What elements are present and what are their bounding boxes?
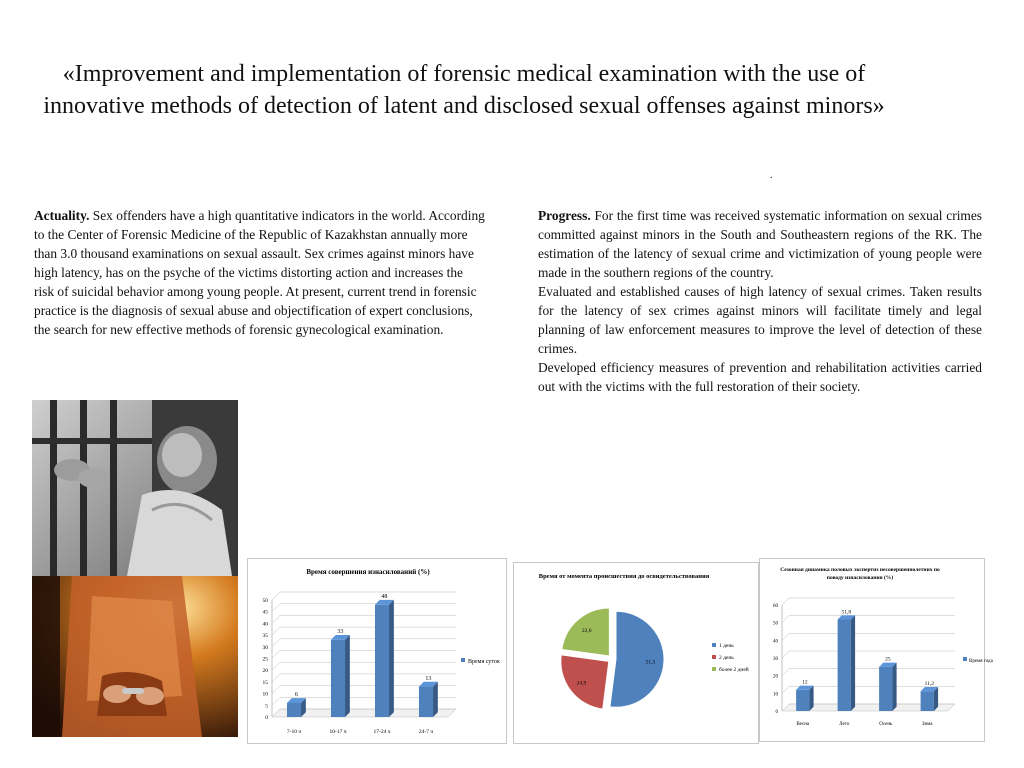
x-tick-label: Осень bbox=[879, 722, 893, 727]
bar-side bbox=[934, 687, 938, 711]
chart-time-to-examination bbox=[513, 562, 759, 744]
legend-label: 1 день bbox=[719, 643, 734, 649]
progress-paragraph-2: Evaluated and established causes of high latency of sexual crimes. Taken results for the latency of sex crimes against minors will facilitate timely and legal planning of law enforcement measures to improve the level of detection of these crimes. bbox=[538, 284, 982, 356]
data-label: 12 bbox=[802, 679, 808, 686]
y-tick-label: 40 bbox=[262, 621, 268, 628]
bar-side bbox=[851, 615, 855, 711]
y-tick-label: 10 bbox=[262, 691, 268, 698]
chart2-svg bbox=[514, 563, 758, 743]
gridline bbox=[782, 669, 955, 676]
chart3-title-line2: поводу изнасилования (%) bbox=[826, 575, 894, 581]
data-label: 13 bbox=[425, 675, 432, 682]
y-tick-label: 40 bbox=[773, 639, 778, 645]
y-tick-label: 10 bbox=[773, 692, 778, 698]
stray-dot: . bbox=[770, 170, 773, 181]
chart1-legend-label: Время суток bbox=[468, 659, 500, 665]
bar bbox=[879, 667, 892, 711]
progress-section bbox=[538, 206, 982, 396]
chart3-legend-swatch bbox=[963, 657, 967, 661]
photo-handcuffed-man bbox=[32, 576, 238, 737]
bar bbox=[921, 691, 934, 711]
y-tick-label: 15 bbox=[262, 679, 268, 686]
x-tick-label: Весна bbox=[796, 722, 810, 727]
y-tick-label: 5 bbox=[265, 703, 268, 710]
chart3-title-line1: Сезонная динамика половых экспертиз несовершеннолетних по bbox=[780, 567, 940, 573]
gridline bbox=[782, 598, 955, 605]
y-tick-label: 20 bbox=[262, 668, 268, 675]
bar-side bbox=[345, 635, 350, 717]
gridline bbox=[782, 651, 955, 658]
chart3-svg bbox=[760, 559, 993, 741]
bar bbox=[331, 640, 345, 717]
chart-rape-time-of-day bbox=[247, 558, 507, 744]
data-label: 11,2 bbox=[924, 681, 935, 688]
bar bbox=[419, 687, 433, 717]
progress-heading: Progress. bbox=[538, 208, 591, 223]
gridline bbox=[272, 662, 456, 670]
data-label: 25 bbox=[885, 656, 891, 663]
legend-swatch bbox=[712, 643, 716, 647]
x-tick-label: 10-17 ч bbox=[329, 729, 347, 735]
gridline bbox=[272, 615, 456, 623]
x-tick-label: Зима bbox=[921, 722, 933, 727]
legend-label: более 2 дней bbox=[719, 667, 749, 673]
chart1-title: Время совершения изнасилований (%) bbox=[306, 568, 430, 576]
bar-side bbox=[809, 686, 813, 711]
gridline bbox=[272, 639, 456, 647]
y-tick-label: 45 bbox=[262, 609, 268, 616]
bar-side bbox=[389, 600, 394, 717]
bar-side bbox=[433, 682, 438, 717]
gridline bbox=[272, 651, 456, 659]
bar bbox=[838, 619, 851, 711]
progress-text: For the first time was received systematic information on sexual crimes committed against minors in the South and Southeastern regions of the RK. The estimation of the latency of sexual crime and victimization of young people were made in the southern regions of the country. bbox=[538, 208, 982, 280]
y-tick-label: 0 bbox=[775, 710, 778, 715]
legend-swatch bbox=[712, 667, 716, 671]
chart1-legend-swatch bbox=[461, 658, 465, 662]
data-label: 51,5 bbox=[645, 659, 656, 666]
y-tick-label: 20 bbox=[773, 674, 778, 680]
actuality-heading: Actuality. bbox=[34, 208, 90, 223]
chart1-svg bbox=[248, 559, 506, 743]
gridline bbox=[272, 604, 456, 612]
data-label: 48 bbox=[381, 593, 388, 600]
actuality-section bbox=[34, 206, 486, 339]
x-tick-label: 7-10 ч bbox=[286, 729, 302, 735]
data-label: 51,8 bbox=[841, 609, 852, 616]
x-tick-label: 24-7 ч bbox=[418, 729, 434, 735]
gridline bbox=[782, 616, 955, 623]
chart-seasonal-dynamics bbox=[759, 558, 993, 742]
chart3-legend-label: Время года bbox=[969, 659, 993, 664]
y-tick-label: 25 bbox=[262, 656, 268, 663]
pie-slice bbox=[610, 611, 664, 707]
chart2-title: Время от момента происшествия до освидетельствования bbox=[538, 573, 710, 580]
y-tick-label: 35 bbox=[262, 633, 268, 640]
data-label: 33 bbox=[337, 628, 344, 635]
bar-side bbox=[892, 663, 896, 711]
y-tick-label: 60 bbox=[773, 604, 778, 609]
actuality-text: Sex offenders have a high quantitative indicators in the world. According to the Center of Forensic Medicine of the Republic of Kazakhstan annually more than 3.0 thousand examinations on sexual assault. Sex crimes against minors have high latency, has on the psyche of the victims distorting action and increases the risk of suicidal behavior among young people. At present, current trend in forensic practice is the diagnosis of sexual abuse and objectification of expert conclusions, the search for new effective methods of forensic gynecological examination. bbox=[34, 208, 485, 337]
y-tick-label: 30 bbox=[773, 657, 778, 662]
bar bbox=[796, 690, 809, 711]
gridline bbox=[272, 627, 456, 635]
x-tick-label: Лето bbox=[839, 722, 850, 727]
bar bbox=[287, 703, 301, 717]
data-label: 22,6 bbox=[581, 627, 592, 634]
legend-swatch bbox=[712, 655, 716, 659]
gridline bbox=[272, 592, 456, 600]
x-tick-label: 17-24 ч bbox=[373, 729, 391, 735]
page-title: «Improvement and implementation of forensic medical examination with the use of innovative methods of detection of latent and disclosed sexual offenses against minors» bbox=[43, 61, 885, 119]
bar bbox=[375, 605, 389, 717]
y-tick-label: 0 bbox=[265, 715, 268, 721]
photo-child-behind-bars bbox=[32, 400, 238, 576]
data-label: 24,9 bbox=[576, 680, 587, 687]
y-tick-label: 30 bbox=[262, 644, 268, 651]
progress-paragraph-3: Developed efficiency measures of prevention and rehabilitation activities carried out with the victims with the full restoration of their society. bbox=[538, 360, 982, 394]
legend-label: 2 день bbox=[719, 655, 734, 661]
y-tick-label: 50 bbox=[262, 598, 268, 604]
y-tick-label: 50 bbox=[773, 621, 778, 627]
gridline bbox=[782, 633, 955, 640]
data-label: 6 bbox=[294, 692, 298, 699]
